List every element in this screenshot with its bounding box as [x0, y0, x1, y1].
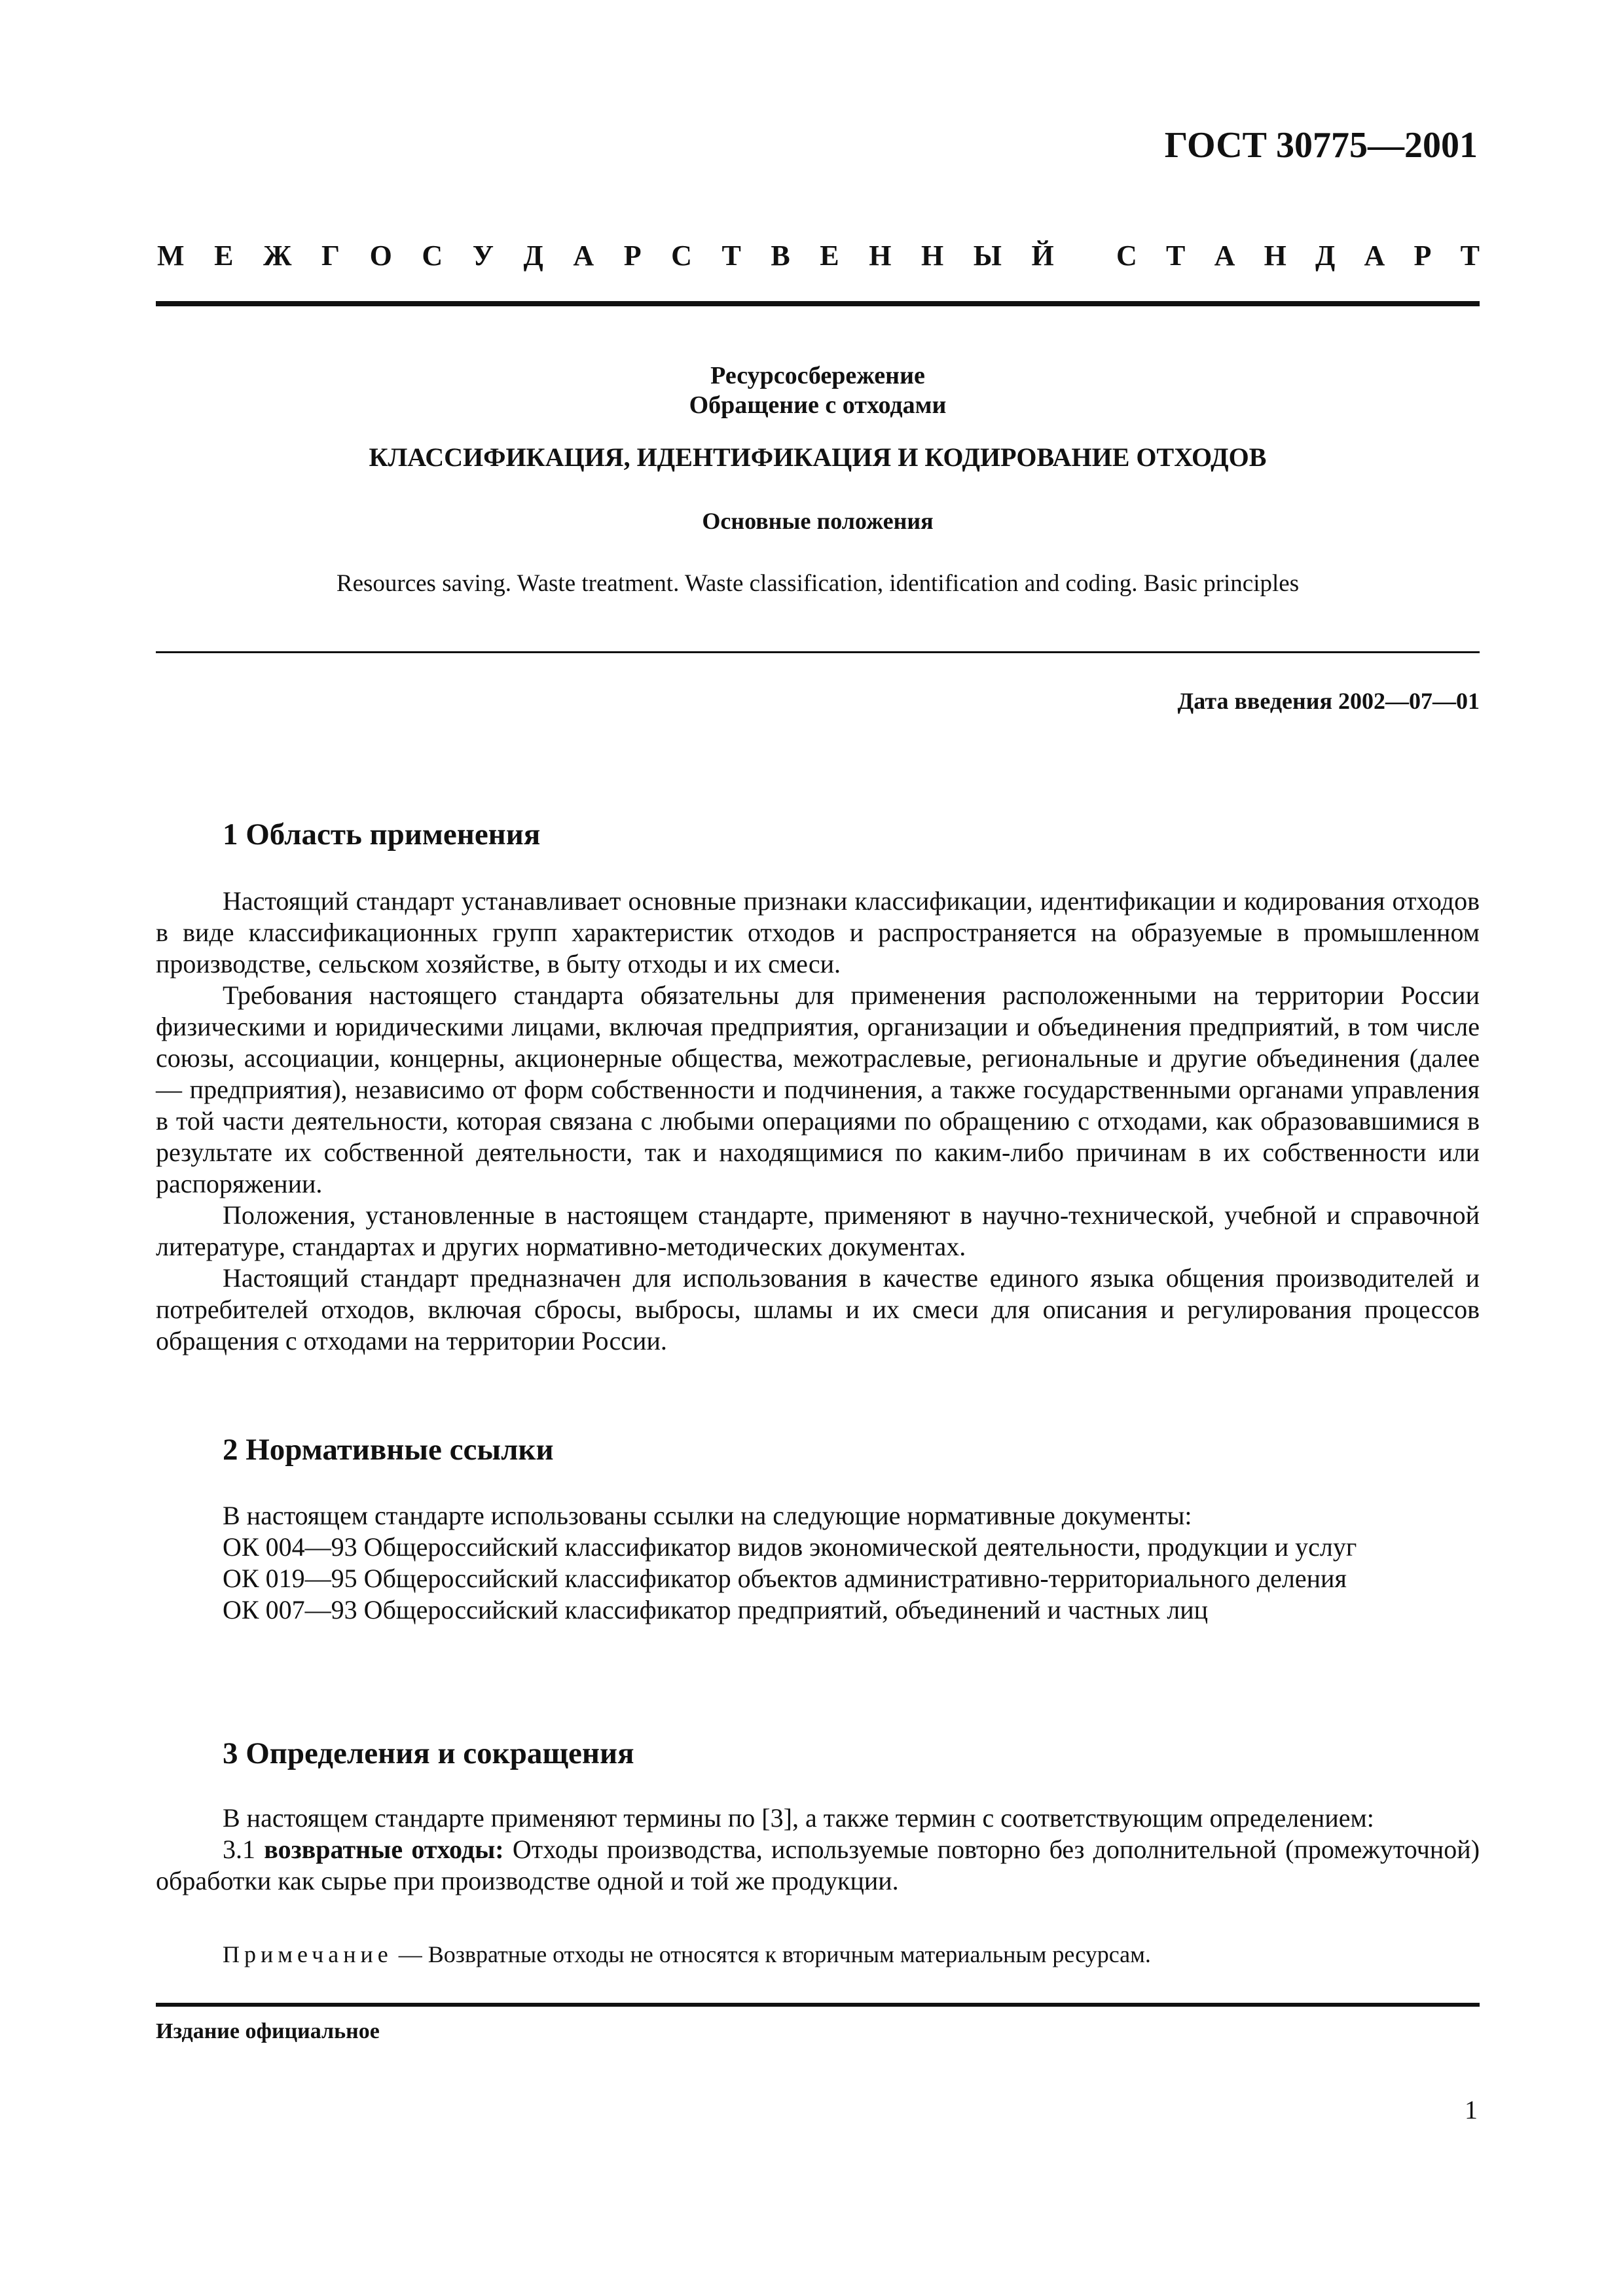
- note-label: Примечание: [223, 1941, 393, 1967]
- section-3-heading: 3 Определения и сокращения: [223, 1736, 634, 1770]
- section-1-body: [156, 886, 1480, 1357]
- standard-type-letter: Е: [820, 240, 839, 272]
- title-rule: [156, 651, 1480, 653]
- title-line-1: Ресурсосбережение: [710, 362, 925, 389]
- standard-type-letter: Н: [1264, 240, 1286, 272]
- standard-type-letter: У: [472, 240, 494, 272]
- standard-type-letter: Т: [1166, 240, 1186, 272]
- standard-type-letter: Р: [1413, 240, 1432, 272]
- standard-type-letter: Г: [321, 240, 340, 272]
- standard-type-letter: Ы: [973, 240, 1002, 272]
- standard-type-letter: А: [1364, 240, 1385, 272]
- standard-type-letter: С: [671, 240, 692, 272]
- standard-type-letter: С: [422, 240, 443, 272]
- title-line-2: Обращение с отходами: [689, 391, 947, 419]
- standard-type-letter: О: [369, 240, 392, 272]
- standard-type-letter: В: [771, 240, 790, 272]
- section-2-body: [156, 1500, 1480, 1626]
- document-subtitle: Основные положения: [702, 508, 934, 534]
- standard-type: [157, 239, 1480, 272]
- standard-type-letter: Р: [623, 240, 642, 272]
- footer-rule: [156, 2003, 1480, 2007]
- note-text: — Возвратные отходы не относятся к вторичным материальным ресурсам.: [392, 1941, 1151, 1967]
- document-title: КЛАССИФИКАЦИЯ, ИДЕНТИФИКАЦИЯ И КОДИРОВАНИЕ ОТХОДОВ: [369, 442, 1267, 472]
- term-number: 3.1: [223, 1835, 255, 1864]
- standard-type-letter: С: [1116, 240, 1137, 272]
- normative-reference: ОК 007—93 Общероссийский классификатор предприятий, объединений и частных лиц: [223, 1595, 1209, 1624]
- section-1-heading: 1 Область применения: [223, 817, 541, 852]
- standard-type-letter: Н: [921, 240, 944, 272]
- section-1-paragraph: Настоящий стандарт устанавливает основные признаки классификации, идентификации и кодирования отходов в виде классификационных групп характеристик отходов и распространяется на образуемые в промышленном производстве, сельском хозяйстве, в быту отходы и их смеси.: [156, 886, 1480, 978]
- introduction-date: Дата введения 2002—07—01: [1177, 688, 1480, 714]
- section-1-paragraph: Настоящий стандарт предназначен для использования в качестве единого языка общения производителей и потребителей отходов, включая сбросы, выбросы, шламы и их смеси для описания и регулирования процессов обращения с отходами на территории России.: [156, 1263, 1480, 1355]
- term-definition: [156, 1834, 1480, 1897]
- term-name: возвратные отходы:: [264, 1835, 504, 1864]
- page-number: 1: [1465, 2095, 1478, 2125]
- standard-type-letter: М: [157, 240, 185, 272]
- gost-number: ГОСТ 30775—2001: [1164, 125, 1478, 166]
- standard-type-letter: А: [573, 240, 594, 272]
- note: [223, 1941, 1151, 1968]
- english-title: Resources saving. Waste treatment. Waste classification, identification and coding. Basic principles: [336, 570, 1300, 597]
- standard-type-letter: Е: [214, 240, 234, 272]
- section-2-heading: 2 Нормативные ссылки: [223, 1433, 554, 1467]
- section-1-paragraph: Требования настоящего стандарта обязательны для применения расположенными на территории России физическими и юридическими лицами, включая предприятия, организации и объединения предприятий, в том числе союзы, ассоциации, концерны, акционерные общества, межотраслевые, региональные и другие объединения (далее — предприятия), независимо от форм собственности и подчинения, а также государственными органами управления в той части деятельности, которая связана с любыми операциями по обращению с отходами, как образовавшимися в результате их собственной деятельности, так и находящимися по каким-либо причинам в их собственности или распоряжении.: [156, 980, 1480, 1198]
- standard-type-letter: Ж: [263, 240, 292, 272]
- standard-type-letter: А: [1214, 240, 1235, 272]
- standard-type-word-interstate: [157, 239, 1054, 272]
- term-definition-text: Отходы производства, используемые повторно без дополнительной (промежуточной) обработки как сырье при производстве одной и той же продукции.: [156, 1835, 1480, 1895]
- section-3-intro: В настоящем стандарте применяют термины по [3], а также термин с соответствующим определением:: [223, 1803, 1374, 1833]
- standard-type-word-standard: [1116, 239, 1480, 272]
- standard-type-letter: Т: [721, 240, 741, 272]
- header-rule: [156, 301, 1480, 306]
- section-2-paragraph: В настоящем стандарте использованы ссылки на следующие нормативные документы:: [223, 1501, 1192, 1530]
- standard-type-letter: Й: [1031, 240, 1054, 272]
- standard-type-letter: Н: [869, 240, 892, 272]
- section-3-body: [156, 1803, 1480, 1897]
- standard-type-letter: Д: [523, 240, 543, 272]
- section-1-paragraph: Положения, установленные в настоящем стандарте, применяют в научно-технической, учебной и справочной литературе, стандартах и других нормативно-методических документах.: [156, 1200, 1480, 1261]
- edition-label: Издание официальное: [156, 2019, 380, 2043]
- standard-type-letter: Д: [1315, 240, 1336, 272]
- normative-reference: ОК 019—95 Общероссийский классификатор объектов административно-территориального деления: [223, 1564, 1347, 1593]
- standard-type-letter: Т: [1460, 240, 1480, 272]
- normative-reference: ОК 004—93 Общероссийский классификатор видов экономической деятельности, продукции и услуг: [223, 1532, 1357, 1562]
